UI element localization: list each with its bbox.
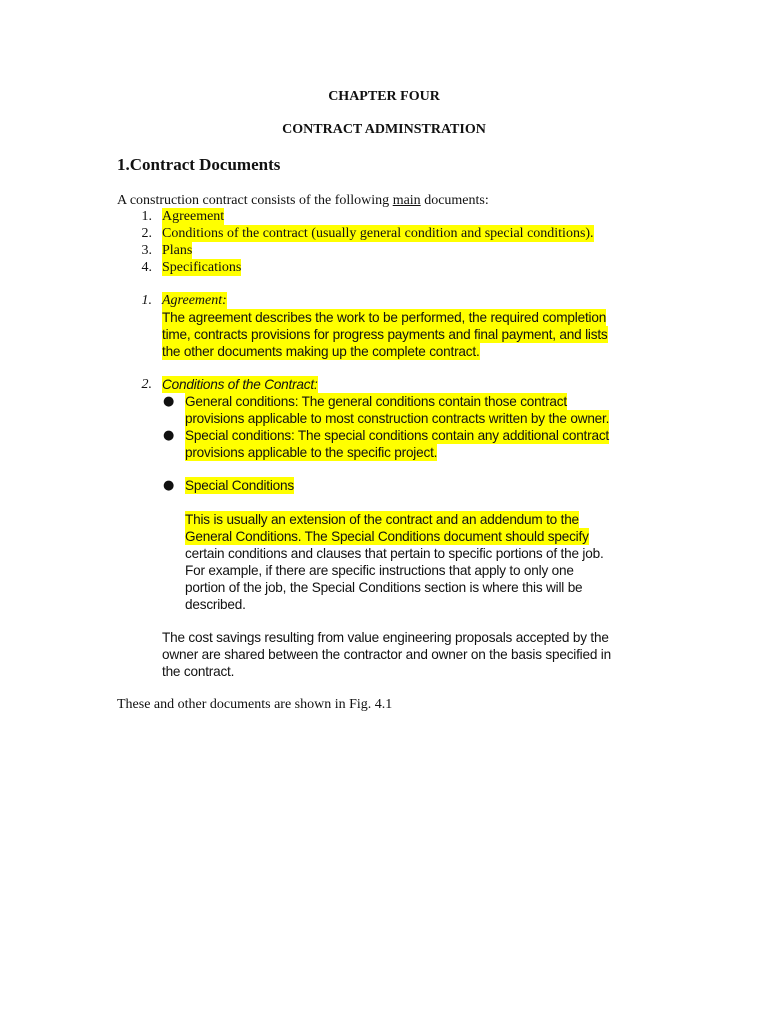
chapter-subtitle: CONTRACT ADMINSTRATION [282, 122, 486, 137]
list-number: 2. [141, 226, 152, 241]
list-item-agreement: Agreement [162, 209, 225, 224]
special-paragraph-line: portion of the job, the Special Conditions section is where this will be [185, 580, 583, 595]
cost-paragraph-line: the contract. [162, 664, 235, 679]
intro-text-underlined: main [392, 193, 421, 208]
special-conditions-line: Special conditions: The special conditions contain any additional contract [185, 428, 609, 443]
list-number: 1. [141, 209, 152, 224]
intro-text-before: A construction contract consists of the following [117, 193, 393, 208]
cost-paragraph-line: The cost savings resulting from value engineering proposals accepted by the [162, 630, 609, 645]
list-item-plans: Plans [162, 243, 193, 258]
section-heading: 1.Contract Documents [117, 155, 281, 174]
special-paragraph-line: For example, if there are specific instructions that apply to only one [185, 563, 574, 578]
list-item-conditions: Conditions of the contract (usually general condition and special conditions). [162, 226, 594, 241]
list-number: 3. [141, 243, 152, 258]
special-paragraph-line: This is usually an extension of the contract and an addendum to the [185, 512, 579, 527]
special-paragraph-line: described. [185, 597, 246, 612]
conditions-number: 2. [141, 377, 152, 392]
bullet-icon: ● [163, 394, 175, 409]
special-paragraph-line: General Conditions. The Special Conditions document should specify [185, 529, 589, 544]
general-conditions-line: General conditions: The general conditions contain those contract [185, 394, 567, 409]
general-conditions-line: provisions applicable to most construction contracts written by the owner. [185, 411, 610, 426]
agreement-text-line: the other documents making up the complete contract. [162, 344, 480, 359]
agreement-text-line: time, contracts provisions for progress payments and final payment, and lists [162, 327, 608, 342]
agreement-title: Agreement: [162, 293, 227, 308]
agreement-text-line: The agreement describes the work to be performed, the required completion [162, 310, 607, 325]
list-number: 4. [141, 260, 152, 275]
conditions-title: Conditions of the Contract: [162, 377, 318, 392]
cost-paragraph-line: owner are shared between the contractor and owner on the basis specified in [162, 647, 611, 662]
chapter-title: CHAPTER FOUR [328, 89, 440, 104]
agreement-number: 1. [141, 293, 152, 308]
bullet-icon: ● [163, 428, 175, 443]
closing-line: These and other documents are shown in Fig. 4.1 [117, 697, 393, 712]
special-conditions-line: provisions applicable to the specific project. [185, 445, 438, 460]
list-item-specifications: Specifications [162, 260, 242, 275]
special-conditions-heading: Special Conditions [185, 478, 294, 493]
intro-paragraph [117, 192, 489, 209]
special-paragraph-line: certain conditions and clauses that pertain to specific portions of the job. [185, 546, 604, 561]
bullet-icon: ● [163, 478, 175, 493]
intro-text-after: documents: [420, 193, 489, 208]
